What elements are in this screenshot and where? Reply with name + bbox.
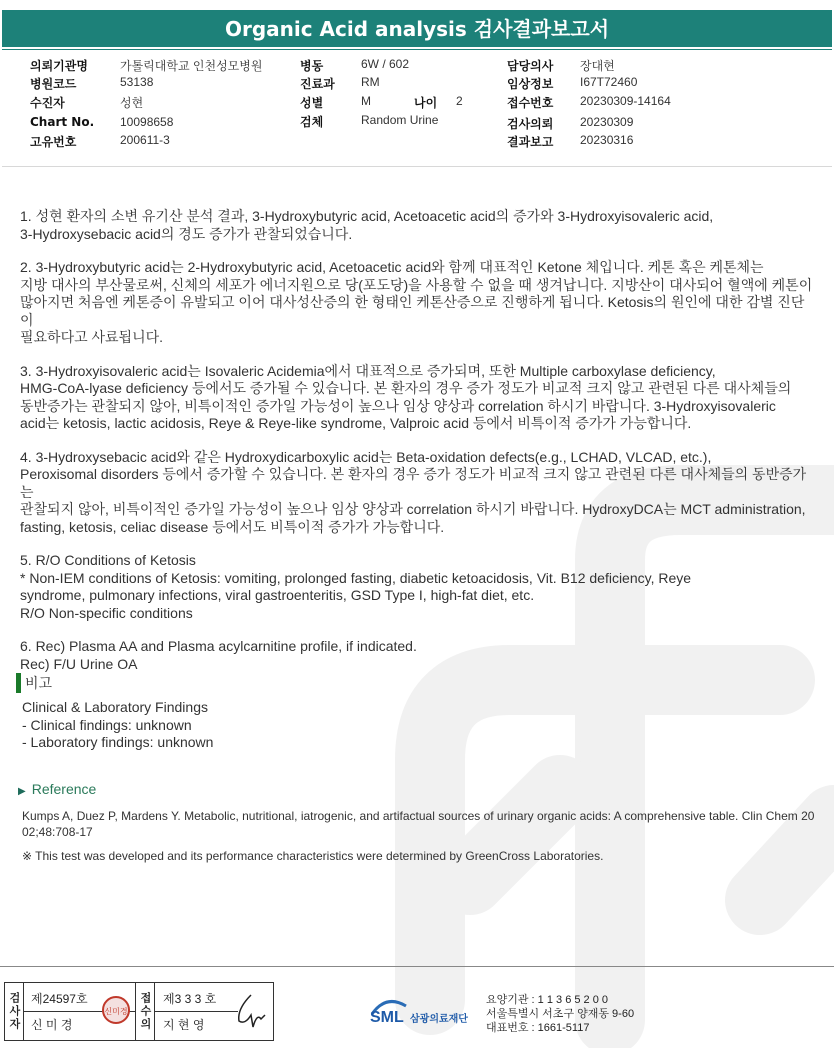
institution-number: 요양기관 : 1 1 3 6 5 2 0 0 <box>486 994 609 1006</box>
age-label: 나이 <box>414 96 438 110</box>
patient-info-block <box>0 54 834 154</box>
lab-info <box>486 993 634 1035</box>
reference-heading-text: Reference <box>31 781 97 797</box>
interpretation-section <box>20 208 816 689</box>
reference-note: ※ This test was developed and its performance characteristics were determined by GreenCross Laboratories. <box>22 849 604 863</box>
info-divider <box>2 166 832 167</box>
ward-value: 6W / 602 <box>361 57 410 71</box>
sex-label: 성별 <box>300 96 324 110</box>
clinical-findings: - Clinical findings: unknown <box>22 716 192 733</box>
report-title-bar <box>2 10 832 47</box>
request-date-label: 검사의뢰 <box>507 117 554 131</box>
sex-value: M <box>361 94 371 108</box>
hospital-code-label: 병원코드 <box>30 77 77 91</box>
clinical-info-value: I67T72460 <box>580 75 638 89</box>
signature-box <box>4 982 274 1041</box>
lab-address: 서울특별시 서초구 양재동 9-60 <box>486 1008 635 1020</box>
tester-head-text: 검사자 <box>8 992 20 1031</box>
signature-mark <box>231 989 271 1031</box>
unique-no-value: 200611-3 <box>120 133 170 147</box>
confirmer-head-text: 접수의 <box>139 992 151 1031</box>
footer-divider <box>0 966 834 967</box>
chart-no-value: 10098658 <box>120 115 174 129</box>
chart-no-label: Chart No. <box>30 115 95 129</box>
receipt-no-value: 20230309-14164 <box>580 94 671 108</box>
confirmer-head <box>135 983 155 1040</box>
recipient-label: 수진자 <box>30 96 65 110</box>
institution-label: 의뢰기관명 <box>30 59 88 73</box>
sml-logo-text: SML <box>370 1009 404 1026</box>
request-date-value: 20230309 <box>580 115 634 129</box>
interpretation-paragraph: 4. 3-Hydroxysebacic acid와 같은 Hydroxydicarboxylic acid는 Beta-oxidation defects(e.g., LCHAD, VLCAD, etc.), Peroxisomal disorders 등에서 증가할 수 있습니다. 본 환자의 경우 증가 정도가 비교적 크지 않고 관련된 다른 대사체들의 동반증가는 관찰되지 않아, 비특이적인 증가일 가능성이 높으나 임상 양상과 correlation 하시기 바랍니다. HydroxyDCA는 MCT administration, fasting, ketosis, celiac disease 등에서도 비특이적 증가가 가능합니다. <box>20 448 807 535</box>
interpretation-paragraph: 3. 3-Hydroxyisovaleric acid는 Isovaleric Acidemia에서 대표적으로 증가되며, 또한 Multiple carboxylase deficiency, HMG-CoA-lyase deficiency 등에서도 증가될 수 있습니다. 본 환자의 경우 증가 정도가 비교적 크지 않고 관련된 다른 대사체들의 동반증가는 관찰되지 않아, 비특이적인 증가일 가능성이 높으나 임상 양상과 correlation 하시기 바랍니다. 3-Hydroxyisovaleric acid는 ketosis, lactic acidosis, Reye & Reye-like syndrome, Valproic acid 등에서 비특이적 증가가 가능합니다. <box>20 362 792 431</box>
tester-seal-icon <box>101 995 131 1025</box>
report-date-label: 결과보고 <box>507 135 554 149</box>
sml-logo-icon <box>368 992 476 1028</box>
findings-title: Clinical & Laboratory Findings <box>22 699 208 715</box>
age-value: 2 <box>456 94 463 108</box>
tester-seal-text: 신미경 <box>104 1007 128 1016</box>
reference-heading <box>18 781 96 797</box>
specimen-label: 검체 <box>300 115 324 129</box>
header-divider <box>2 49 832 50</box>
triangle-right-icon: ▶ <box>18 786 26 797</box>
doctor-value: 장대현 <box>580 59 615 73</box>
interpretation-paragraph: 2. 3-Hydroxybutyric acid는 2-Hydroxybutyric acid, Acetoacetic acid와 함께 대표적인 Ketone 체입니다. 케톤 혹은 케톤체는 지방 대사의 부산물로써, 신체의 세포가 에너지원으로 당(포도당)을 사용할 수 없을 때 생겨납니다. 지방산이 대사되어 혈액에 케톤이 많아지면 처음엔 케톤증이 유발되고 이어 대사성산증의 한 형태인 케톤산증으로 진행하게 됩니다. Ketosis의 원인에 대한 감별 진단이 필요하다고 사료됩니다. <box>20 259 813 345</box>
remarks-findings <box>22 699 213 752</box>
confirmer-name: 지 현 영 <box>163 1018 205 1032</box>
remarks-heading <box>16 673 52 693</box>
receipt-no-label: 접수번호 <box>507 96 554 110</box>
recipient-value: 성현 <box>120 96 144 110</box>
dept-value: RM <box>361 75 380 89</box>
clinical-info-label: 임상정보 <box>507 77 554 91</box>
report-title: Organic Acid analysis 검사결과보고서 <box>224 17 610 41</box>
interpretation-paragraph: 6. Rec) Plasma AA and Plasma acylcarnitine profile, if indicated. Rec) F/U Urine OA <box>20 638 417 672</box>
confirmer-license-no: 제3 3 3 호 <box>163 992 217 1006</box>
remarks-heading-text: 비고 <box>25 675 53 691</box>
report-date-value: 20230316 <box>580 133 634 147</box>
hospital-code-value: 53138 <box>120 75 154 89</box>
specimen-value: Random Urine <box>361 113 439 127</box>
interpretation-paragraph: 1. 성현 환자의 소변 유기산 분석 결과, 3-Hydroxybutyric acid, Acetoacetic acid의 증가와 3-Hydroxyisovaleric acid, 3-Hydroxysebacic acid의 경도 증가가 관찰되었습니다. <box>20 208 714 242</box>
tester-head <box>5 983 24 1040</box>
reference-citation: Kumps A, Duez P, Mardens Y. Metabolic, nutritional, iatrogenic, and artifactual sources of urinary organic acids: A comprehensive table. Clin Chem 2002;48:708-17 <box>22 809 815 839</box>
tester-name: 신 미 경 <box>31 1018 73 1032</box>
laboratory-findings: - Laboratory findings: unknown <box>22 734 214 750</box>
ward-label: 병동 <box>300 59 324 73</box>
doctor-label: 담당의사 <box>507 59 554 73</box>
sml-logo-subtext: 삼광의료재단 <box>410 1014 468 1025</box>
tester-license-no: 제24597호 <box>31 992 88 1006</box>
institution-value: 가톨릭대학교 인천성모병원 <box>120 59 263 73</box>
unique-no-label: 고유번호 <box>30 135 77 149</box>
dept-label: 진료과 <box>300 77 335 91</box>
interpretation-paragraph: 5. R/O Conditions of Ketosis * Non-IEM conditions of Ketosis: vomiting, prolonged fasting, diabetic ketoacidosis, Vit. B12 deficiency, Reye syndrome, pulmonary infections, viral gastroenteritis, GSD Type I, high-fat diet, etc. R/O Non-specific conditions <box>20 552 692 621</box>
lab-phone: 대표번호 : 1661-5117 <box>486 1022 590 1034</box>
